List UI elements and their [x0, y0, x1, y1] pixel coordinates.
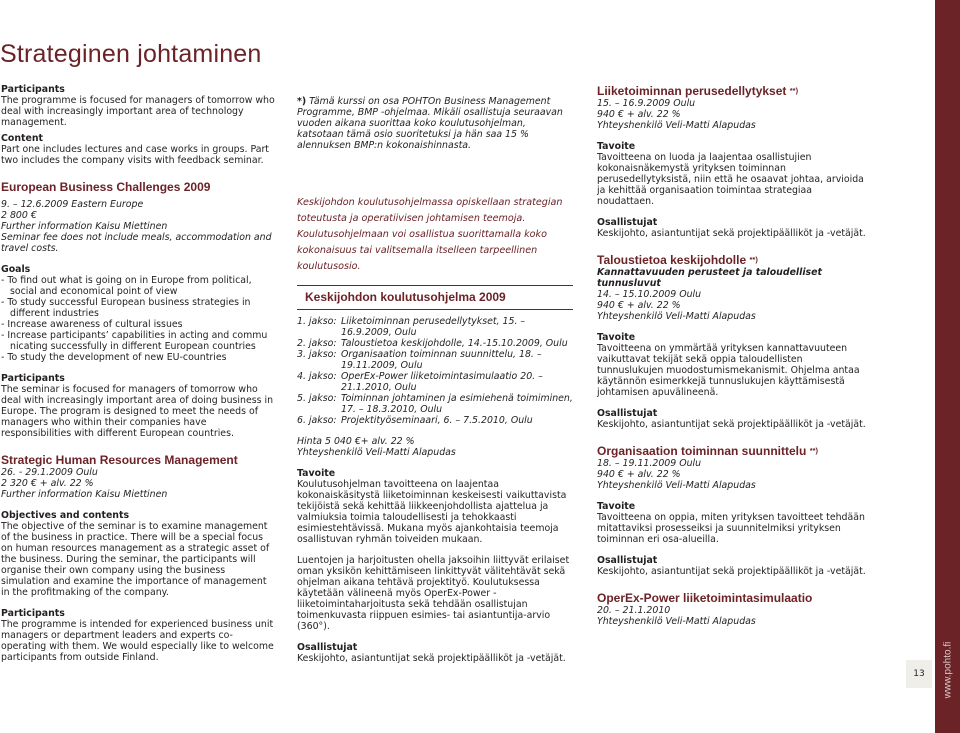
detail-line: Yhteyshenkilö Veli-Matti Alapudas: [597, 616, 756, 627]
tavoite-text-2: Luentojen ja harjoitusten ohella jaksoihin liittyvät erilaiset oman yksikön kehittämiseen linkittyvät välitehtävät sekä ohjelman aikana tehtävä projektityö. Koulutuksessa käytetään välineenä myös OperEx-Power -liiketoimintaharjoitusta sekä tehdään osallistujan toimenkuvasta riippuen esimies- tai asiantuntija-arvio (360°).: [297, 555, 570, 632]
section-title-ebc: European Business Challenges 2009: [1, 180, 211, 194]
goals-list: [1, 275, 277, 363]
detail-line: 15. – 16.9.2009 Oulu: [597, 98, 696, 109]
list-item: - To study successful European business strategies in different industries: [1, 297, 251, 319]
tavoite-text: Tavoitteena on luoda ja laajentaa osallistujien kokonaisnäkemystä yrityksen toiminnan perusedellytyksistä, niin että he osaavat johtaa, arvioida ja kehittää organisaation toimintaa strategiaa noudattaen.: [597, 152, 864, 207]
participants-text: The seminar is focused for managers of tomorrow who deal with increasingly important area of doing business in Europe. The program is designed to meet the needs of managers who within their companies have responsibilities with different European countries.: [1, 384, 274, 439]
list-item: - To study the development of new EU-countries: [1, 352, 227, 363]
shrm-line: 2 320 € + alv. 22 %: [1, 478, 94, 489]
note-mark: *): [297, 96, 307, 107]
tavoite-heading: Tavoite: [597, 141, 636, 152]
detail-line: 940 € + alv. 22 %: [597, 469, 681, 480]
participants-heading: Participants: [1, 84, 65, 95]
column-left: [1, 84, 277, 663]
section-subtitle: Kannattavuuden perusteet ja taloudelliset tunnusluvut: [597, 267, 822, 289]
detail-line: 940 € + alv. 22 %: [597, 109, 681, 120]
page-title: Strateginen johtaminen: [0, 40, 262, 68]
osallistujat-text: Keskijohto, asiantuntijat sekä projektipäälliköt ja -vetäjät.: [597, 419, 866, 430]
program-box-title: Keskijohdon koulutusohjelma 2009: [297, 285, 573, 310]
bmp-note: [297, 96, 573, 151]
list-item: 1. jakso: Liiketoiminnan perusedellytykset, 15. – 16.9.2009, Oulu: [297, 316, 526, 338]
osallistujat-heading: Osallistujat: [597, 217, 658, 228]
detail-line: 940 € + alv. 22 %: [597, 300, 681, 311]
osallistujat-text: Keskijohto, asiantuntijat sekä projektipäälliköt ja -vetäjät.: [597, 566, 866, 577]
list-item: - To find out what is going on in Europe from political, social and economical point of view: [1, 275, 252, 297]
note-text: Tämä kurssi on osa POHTOn Business Management Programme, BMP -ohjelmaa. Mikäli osallistuja seuraavan vuoden aikana suorittaa koko koulutusohjelman, katsotaan tämä osio suoritetuksi ja hän saa 15 % alennuksen BMP:n kokonaishinnasta.: [297, 96, 563, 151]
program-price: Hinta 5 040 €+ alv. 22 %: [297, 436, 415, 447]
participants-text: The programme is focused for managers of tomorrow who deal with increasingly important area of technology management.: [1, 95, 275, 128]
ebc-line: 9. – 12.6.2009 Eastern Europe: [1, 199, 144, 210]
program-contact: Yhteyshenkilö Veli-Matti Alapudas: [297, 447, 456, 458]
column-right: [597, 84, 867, 627]
list-item: 3. jakso: Organisaation toiminnan suunnittelu, 18. – 19.11.2009, Oulu: [297, 349, 542, 371]
list-item: 2. jakso: Taloustietoa keskijohdolle, 14.-15.10.2009, Oulu: [297, 338, 568, 349]
program-intro: Keskijohdon koulutusohjelmassa opiskellaan strategian toteutusta ja operatiivisen johtamisen teemoja. Koulutusohjelmaan voi osallistua suorittamalla koko kokonaisuus tai valitsemalla itselleen tarpeellinen koulutusosio.: [297, 197, 563, 272]
participants-text: The programme is intended for experienced business unit managers or department leaders and experts co-operating with them. We would especially like to welcome participants from outside Finland.: [1, 619, 274, 663]
tavoite-heading: Tavoite: [597, 501, 636, 512]
osallistujat-heading: Osallistujat: [297, 642, 358, 653]
section-title-taloustietoa: Taloustietoa keskijohdolle **): [597, 253, 758, 267]
objectives-text: The objective of the seminar is to examine management of the business in practice. There will be a special focus on human resources management as a strategic asset of the business. During the seminar, the participants will organise their own company using the business simulation and examine the importance of management in the profitmaking of the company.: [1, 521, 270, 598]
section-title-operex: OperEx-Power liiketoimintasimulaatio: [597, 591, 813, 605]
list-item: 4. jakso: OperEx-Power liiketoimintasimulaatio 20. – 21.1.2010, Oulu: [297, 371, 543, 393]
osallistujat-text: Keskijohto, asiantuntijat sekä projektipäälliköt ja -vetäjät.: [297, 653, 566, 664]
tavoite-heading: Tavoite: [297, 468, 336, 479]
tavoite-text: Tavoitteena on oppia, miten yrityksen tavoitteet tehdään mitattaviksi prosesseiksi ja suunnitelmiksi yrityksen toiminnan eri osa-alueilla.: [597, 512, 865, 545]
osallistujat-text: Keskijohto, asiantuntijat sekä projektipäälliköt ja -vetäjät.: [597, 228, 866, 239]
detail-line: 18. – 19.11.2009 Oulu: [597, 458, 702, 469]
detail-line: 20. – 21.1.2010: [597, 605, 671, 616]
ebc-line: Seminar fee does not include meals, accommodation and travel costs.: [1, 232, 272, 254]
list-item: - Increase participants’ capabilities in acting and commu nicating successfully in different European countries: [1, 330, 268, 352]
list-item: 6. jakso: Projektityöseminaari, 6. – 7.5.2010, Oulu: [297, 415, 533, 426]
section-title-organisaatio: Organisaation toiminnan suunnittelu **): [597, 444, 819, 458]
detail-line: Yhteyshenkilö Veli-Matti Alapudas: [597, 120, 756, 131]
tavoite-heading: Tavoite: [597, 332, 636, 343]
section-title-shrm: Strategic Human Resources Management: [1, 453, 238, 467]
tavoite-text: Koulutusohjelman tavoitteena on laajentaa kokonaiskäsitystä liiketoiminnan keskeisesti vaikuttavista tekijöistä sekä kehittää liikkeenjohdollista ajattelua ja valmiuksia toimia taloudellisesti ja tehokkaasti esimiestehtävissä. Mukana myös ajankohtaisia teemoja osallistuvan ryhmän toiveiden mukaan.: [297, 479, 567, 545]
tavoite-text: Tavoitteena on ymmärtää yrityksen kannattavuuteen vaikuttavat tekijät sekä oppia taloudellisten tunnuslukujen muodostumismekanismit. Ohjelma antaa käytännön esimerkkejä tunnuslukujen käyttämisestä johtamisen apuvälineenä.: [597, 343, 860, 398]
ebc-line: 2 800 €: [1, 210, 37, 221]
detail-line: Yhteyshenkilö Veli-Matti Alapudas: [597, 311, 756, 322]
content-heading: Content: [1, 133, 43, 144]
osallistujat-heading: Osallistujat: [597, 408, 658, 419]
page-number: 13: [906, 660, 932, 688]
shrm-line: 26. - 29.1.2009 Oulu: [1, 467, 98, 478]
content-text: Part one includes lectures and case works in groups. Part two includes the company visits with feedback seminar.: [1, 144, 269, 166]
participants-heading: Participants: [1, 608, 65, 619]
detail-line: 14. – 15.10.2009 Oulu: [597, 289, 702, 300]
ebc-line: Further information Kaisu Miettinen: [1, 221, 168, 232]
website-label: www.pohto.fi: [942, 641, 954, 699]
detail-line: Yhteyshenkilö Veli-Matti Alapudas: [597, 480, 756, 491]
osallistujat-heading: Osallistujat: [597, 555, 658, 566]
shrm-line: Further information Kaisu Miettinen: [1, 489, 168, 500]
list-item: - Increase awareness of cultural issues: [1, 319, 183, 330]
column-middle: [297, 96, 573, 664]
list-item: 5. jakso: Toiminnan johtaminen ja esimiehenä toimiminen, 17. – 18.3.2010, Oulu: [297, 393, 573, 415]
participants-heading: Participants: [1, 373, 65, 384]
objectives-heading: Objectives and contents: [1, 510, 130, 521]
section-title-liiketoiminta: Liiketoiminnan perusedellytykset **): [597, 84, 799, 98]
goals-heading: Goals: [1, 264, 31, 275]
